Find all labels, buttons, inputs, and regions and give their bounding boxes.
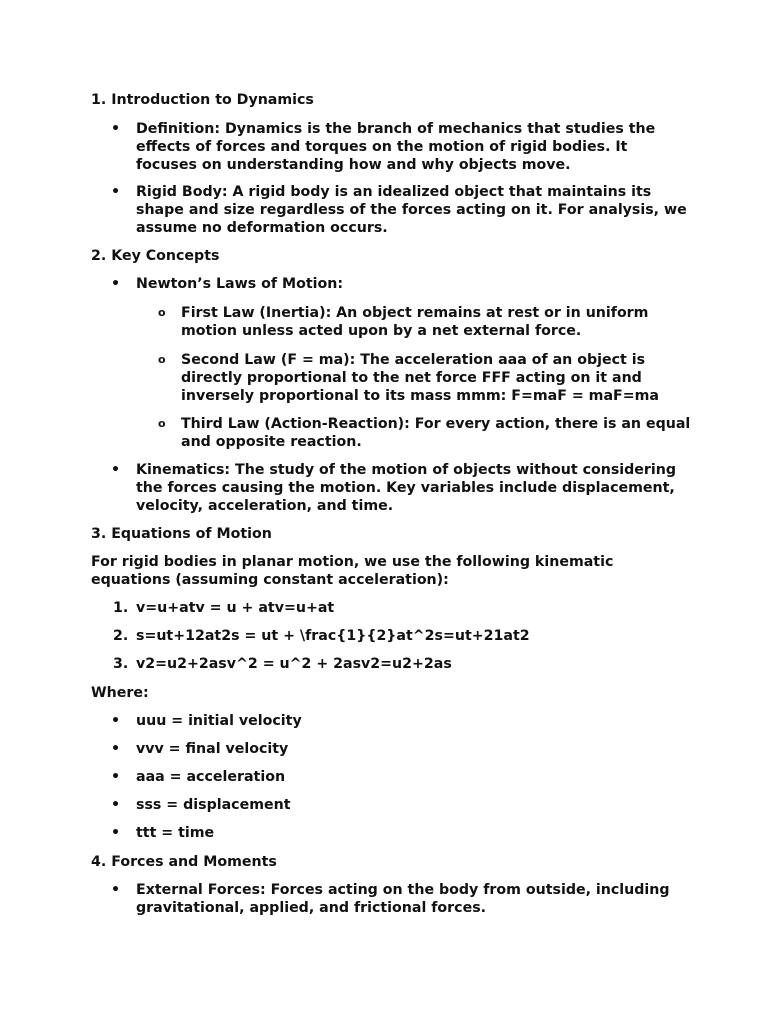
sub-bullet-icon: o (158, 353, 166, 366)
external-forces-line-1: External Forces: Forces acting on the body from outside, including (136, 882, 670, 898)
section-heading-key-concepts: 2. Key Concepts (91, 248, 220, 264)
equation-2: s=ut+12at2s = ut + \frac{1}{2}at^2s=ut+21at2 (136, 628, 530, 644)
bullet-icon: • (111, 276, 121, 292)
section-heading-equations: 3. Equations of Motion (91, 526, 272, 542)
bullet-icon: • (111, 741, 121, 757)
second-law-line-1: Second Law (F = ma): The acceleration aaa of an object is (181, 352, 646, 368)
kinematics-line-2: the forces causing the motion. Key variables include displacement, (136, 480, 675, 496)
where-label: Where: (91, 685, 149, 701)
equation-number: 1. (113, 600, 129, 616)
equation-number: 3. (113, 656, 129, 672)
bullet-icon: • (111, 713, 121, 729)
third-law-line-2: and opposite reaction. (181, 434, 362, 450)
kinematics-line-1: Kinematics: The study of the motion of objects without considering (136, 462, 677, 478)
where-item: vvv = final velocity (136, 741, 289, 757)
section-heading-introduction: 1. Introduction to Dynamics (91, 92, 314, 108)
definition-line-2: effects of forces and torques on the motion of rigid bodies. It (136, 139, 628, 155)
equation-3: v2=u2+2asv^2 = u^2 + 2asv2=u2+2as (136, 656, 452, 672)
rigid-body-line-2: shape and size regardless of the forces acting on it. For analysis, we (136, 202, 687, 218)
first-law-line-2: motion unless acted upon by a net external force. (181, 323, 582, 339)
equations-intro-line-1: For rigid bodies in planar motion, we use the following kinematic (91, 554, 614, 570)
bullet-icon: • (111, 882, 121, 898)
sub-bullet-icon: o (158, 417, 166, 430)
rigid-body-line-1: Rigid Body: A rigid body is an idealized object that maintains its (136, 184, 652, 200)
section-heading-forces: 4. Forces and Moments (91, 854, 277, 870)
definition-line-1: Definition: Dynamics is the branch of mechanics that studies the (136, 121, 656, 137)
where-item: uuu = initial velocity (136, 713, 302, 729)
equations-intro-line-2: equations (assuming constant acceleration): (91, 572, 449, 588)
bullet-icon: • (111, 462, 121, 478)
third-law-line-1: Third Law (Action-Reaction): For every action, there is an equal (181, 416, 691, 432)
where-item: sss = displacement (136, 797, 291, 813)
sub-bullet-icon: o (158, 306, 166, 319)
bullet-icon: • (111, 769, 121, 785)
rigid-body-line-3: assume no deformation occurs. (136, 220, 388, 236)
bullet-icon: • (111, 121, 121, 137)
first-law-line-1: First Law (Inertia): An object remains at rest or in uniform (181, 305, 649, 321)
second-law-line-2: directly proportional to the net force FFF acting on it and (181, 370, 642, 386)
bullet-icon: • (111, 825, 121, 841)
second-law-line-3: inversely proportional to its mass mmm: F=maF = maF=ma (181, 388, 659, 404)
where-item: ttt = time (136, 825, 215, 841)
external-forces-line-2: gravitational, applied, and frictional forces. (136, 900, 487, 916)
kinematics-line-3: velocity, acceleration, and time. (136, 498, 394, 514)
equation-1: v=u+atv = u + atv=u+at (136, 600, 335, 616)
definition-line-3: focuses on understanding how and why objects move. (136, 157, 571, 173)
newtons-laws-title: Newton’s Laws of Motion: (136, 276, 344, 292)
bullet-icon: • (111, 184, 121, 200)
where-item: aaa = acceleration (136, 769, 286, 785)
equation-number: 2. (113, 628, 129, 644)
bullet-icon: • (111, 797, 121, 813)
